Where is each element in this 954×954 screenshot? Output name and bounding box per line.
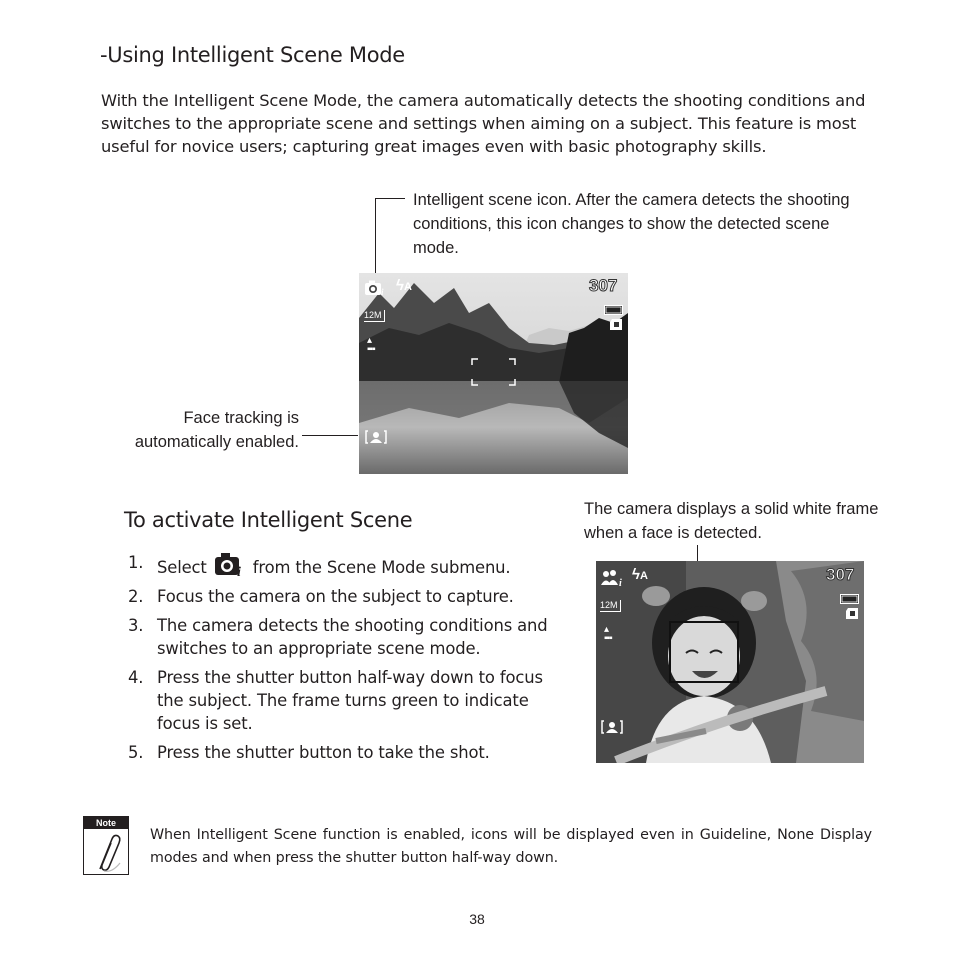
heading-title: Using Intelligent Scene Mode [107,43,405,67]
step-item [128,741,568,764]
intro-paragraph: With the Intelligent Scene Mode, the camera automatically detects the shooting conditions and switches to the appropriate scene and settings when aiming on a subject. This feature is most useful for novice users; capturing great images even with basic photography skills. [101,91,866,156]
callout-face-tracking: Face tracking is automatically enabled. [134,409,299,451]
step-item [128,585,568,608]
step-item [128,614,568,660]
step-number: 1. [128,553,144,572]
portrait-camera-screen [596,561,864,763]
shots-remaining: 307 [826,565,855,584]
step-text-after-icon: from the Scene Mode submenu. [252,558,511,577]
step-text: The camera detects the shooting conditions and switches to an appropriate scene mode. [157,616,548,658]
quality-icon: ▴ ▪▪▪ [604,624,612,644]
callout-line-face-tracking [302,435,358,436]
battery-icon [840,594,860,604]
memory-card-icon [845,607,859,620]
activate-heading: To activate Intelligent Scene [124,508,413,532]
svg-text:i: i [381,287,384,297]
step-text: Press the shutter button half-way down to focus the subject. The frame turns green to indicate focus is set. [157,668,543,733]
step-number: 2. [128,587,144,606]
step-item [128,666,568,735]
intelligent-scene-camera-icon [214,551,246,577]
step-text: Press the shutter button to take the shot. [157,743,490,762]
step-text: Focus the camera on the subject to capture. [157,587,514,606]
activate-steps [128,551,568,770]
intelligent-scene-camera-icon [364,279,386,297]
step-number: 4. [128,668,144,687]
page-number: 38 [469,911,485,927]
step-number: 3. [128,616,144,635]
resolution-label: 12M [600,600,618,610]
landscape-camera-screen [359,273,628,474]
resolution-icon [364,310,385,322]
flash-auto-icon: ϟA [632,566,648,583]
face-tracking-icon [601,719,623,735]
shots-remaining: 307 [589,276,618,295]
resolution-label: 12M [364,310,382,320]
quality-icon: ▴ ▪▪▪ [367,335,375,355]
intelligent-scene-portrait-icon [600,568,626,588]
note-label: Note [84,817,128,829]
svg-text:i: i [619,578,622,588]
step-number: 5. [128,743,144,762]
note-text: When Intelligent Scene function is enabled, icons will be displayed even in Guideline, None Display modes and when press the shutter button half-way down. [150,827,872,866]
note-box [83,816,129,875]
resolution-icon [600,600,621,612]
flash-mode-label: A [639,570,648,582]
face-tracking-icon [365,429,387,445]
section-heading [100,43,405,67]
callout-face-frame: The camera displays a solid white frame when a face is detected. [584,500,879,542]
callout-line-horizontal [375,198,405,199]
paperclip-icon [90,833,124,873]
callout-scene-icon: Intelligent scene icon. After the camera detects the shooting conditions, this icon changes to show the detected scene mode. [413,191,850,257]
flash-auto-icon: ϟA [396,277,412,294]
battery-icon [604,305,624,315]
svg-text:i: i [236,565,241,577]
flash-mode-label: A [403,281,412,293]
callout-line-vertical [375,198,376,276]
step-item [128,551,568,579]
step-text-before-icon: Select [157,558,207,577]
memory-card-icon [609,318,623,331]
heading-dash: - [100,43,108,67]
